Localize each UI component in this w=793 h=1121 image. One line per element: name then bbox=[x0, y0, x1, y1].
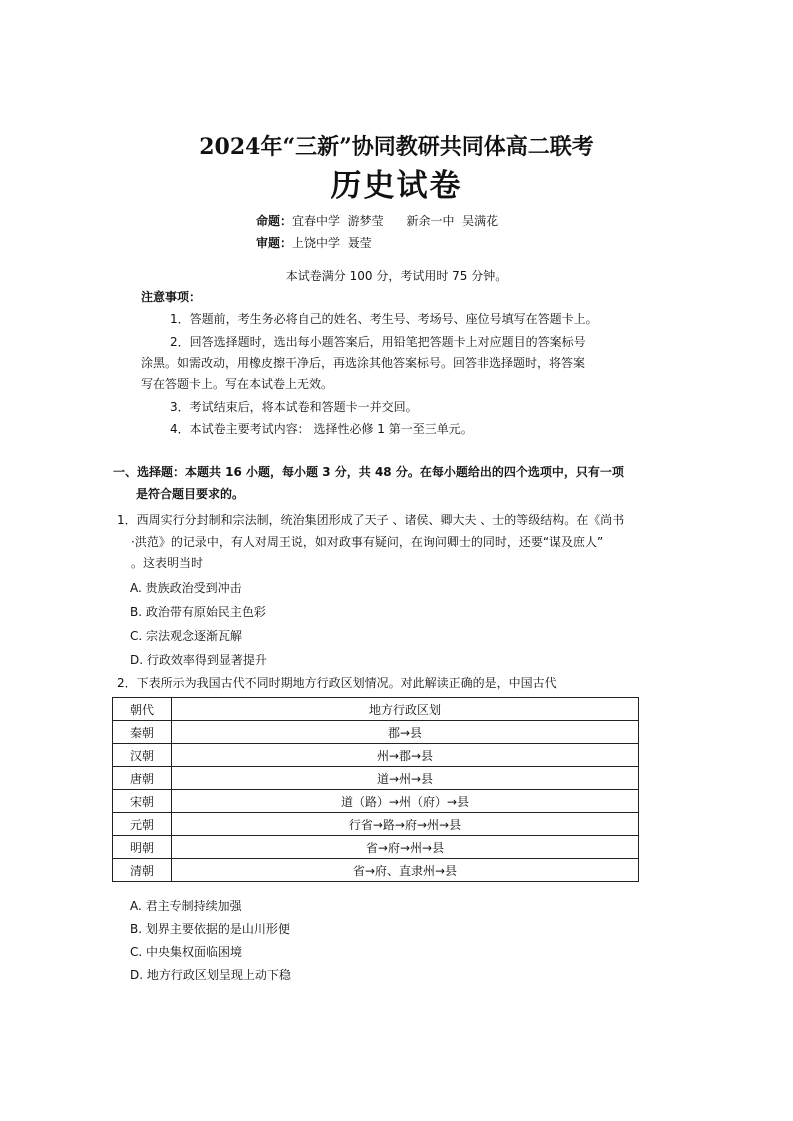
q1-stem-line3: 。这表明当时 bbox=[131, 556, 204, 570]
table-row bbox=[113, 767, 639, 790]
authors: 宜春中学 游梦莹 新余一中 吴满花 bbox=[292, 214, 499, 228]
q1-stem-line1: 1．西周实行分封制和宗法制，统治集团形成了天子 、诸侯、卿大夫 、士的等级结构。在《尚书 bbox=[117, 513, 625, 527]
table-cell-division: 郡→县 bbox=[172, 721, 639, 744]
q2-option-a[interactable]: A. 君主专制持续加强 bbox=[130, 899, 242, 913]
table-row bbox=[113, 790, 639, 813]
table-row bbox=[113, 744, 639, 767]
exam-title-line1: 2024年“三新”协同教研共同体高二联考 bbox=[199, 134, 594, 160]
reviewer: 上饶中学 聂莹 bbox=[292, 236, 372, 250]
authors-line bbox=[256, 212, 498, 229]
table-cell-dynasty: 汉朝 bbox=[113, 744, 172, 767]
note-4: 4．本试卷主要考试内容： 选择性必修 1 第一至三单元。 bbox=[170, 422, 473, 436]
q2-option-c[interactable]: C. 中央集权面临困境 bbox=[130, 945, 243, 959]
reviewer-line bbox=[256, 234, 372, 251]
table-cell-division: 州→郡→县 bbox=[172, 744, 639, 767]
authors-label: 命题： bbox=[256, 214, 293, 228]
table-header-dynasty: 朝代 bbox=[113, 698, 172, 721]
exam-title-subject: 历史试卷 bbox=[330, 168, 463, 204]
score-info: 本试卷满分 100 分，考试用时 75 分钟。 bbox=[285, 269, 508, 283]
table-cell-dynasty: 秦朝 bbox=[113, 721, 172, 744]
q2-table bbox=[112, 697, 639, 882]
table-row bbox=[113, 813, 639, 836]
note-2-line3: 写在答题卡上。写在本试卷上无效。 bbox=[141, 377, 334, 391]
q1-option-c[interactable]: C. 宗法观念逐渐瓦解 bbox=[130, 629, 243, 643]
q2-option-d[interactable]: D. 地方行政区划呈现上动下稳 bbox=[130, 968, 291, 982]
q1-option-b[interactable]: B. 政治带有原始民主色彩 bbox=[130, 605, 266, 619]
table-header-row bbox=[113, 698, 639, 721]
note-2-line2: 涂黑。如需改动，用橡皮擦干净后，再选涂其他答案标号。回答非选择题时，将答案 bbox=[141, 356, 586, 370]
note-1: 1．答题前，考生务必将自己的姓名、考生号、考场号、座位号填写在答题卡上。 bbox=[170, 312, 598, 326]
table-cell-dynasty: 清朝 bbox=[113, 859, 172, 882]
table-cell-dynasty: 明朝 bbox=[113, 836, 172, 859]
q1-option-a[interactable]: A. 贵族政治受到冲击 bbox=[130, 581, 242, 595]
q2-stem: 2．下表所示为我国古代不同时期地方行政区划情况。对此解读正确的是，中国古代 bbox=[117, 676, 557, 690]
section-heading-line2: 是符合题目要求的。 bbox=[136, 487, 245, 501]
section-heading-line1: 一、选择题：本题共 16 小题，每小题 3 分，共 48 分。在每小题给出的四个选项中，只有一项 bbox=[113, 465, 624, 479]
q1-option-d[interactable]: D. 行政效率得到显著提升 bbox=[130, 653, 267, 667]
reviewer-label: 审题： bbox=[256, 236, 293, 250]
table-cell-dynasty: 唐朝 bbox=[113, 767, 172, 790]
table-row bbox=[113, 721, 639, 744]
table-cell-division: 道（路）→州（府）→县 bbox=[172, 790, 639, 813]
table-cell-dynasty: 宋朝 bbox=[113, 790, 172, 813]
table-cell-division: 省→府→州→县 bbox=[172, 836, 639, 859]
q2-option-b[interactable]: B. 划界主要依据的是山川形便 bbox=[130, 922, 290, 936]
table-row bbox=[113, 836, 639, 859]
table-cell-division: 省→府、直隶州→县 bbox=[172, 859, 639, 882]
table-cell-division: 道→州→县 bbox=[172, 767, 639, 790]
table-row bbox=[113, 859, 639, 882]
note-2-line1: 2．回答选择题时，选出每小题答案后，用铅笔把答题卡上对应题目的答案标号 bbox=[170, 335, 586, 349]
note-3: 3．考试结束后，将本试卷和答题卡一并交回。 bbox=[170, 400, 418, 414]
notes-heading: 注意事项： bbox=[141, 290, 202, 304]
q1-stem-line2: ·洪范》的记录中，有人对周王说，如对政事有疑问，在询问卿士的同时，还要“谋及庶人” bbox=[131, 535, 604, 549]
table-header-division: 地方行政区划 bbox=[172, 698, 639, 721]
table-cell-dynasty: 元朝 bbox=[113, 813, 172, 836]
table-cell-division: 行省→路→府→州→县 bbox=[172, 813, 639, 836]
